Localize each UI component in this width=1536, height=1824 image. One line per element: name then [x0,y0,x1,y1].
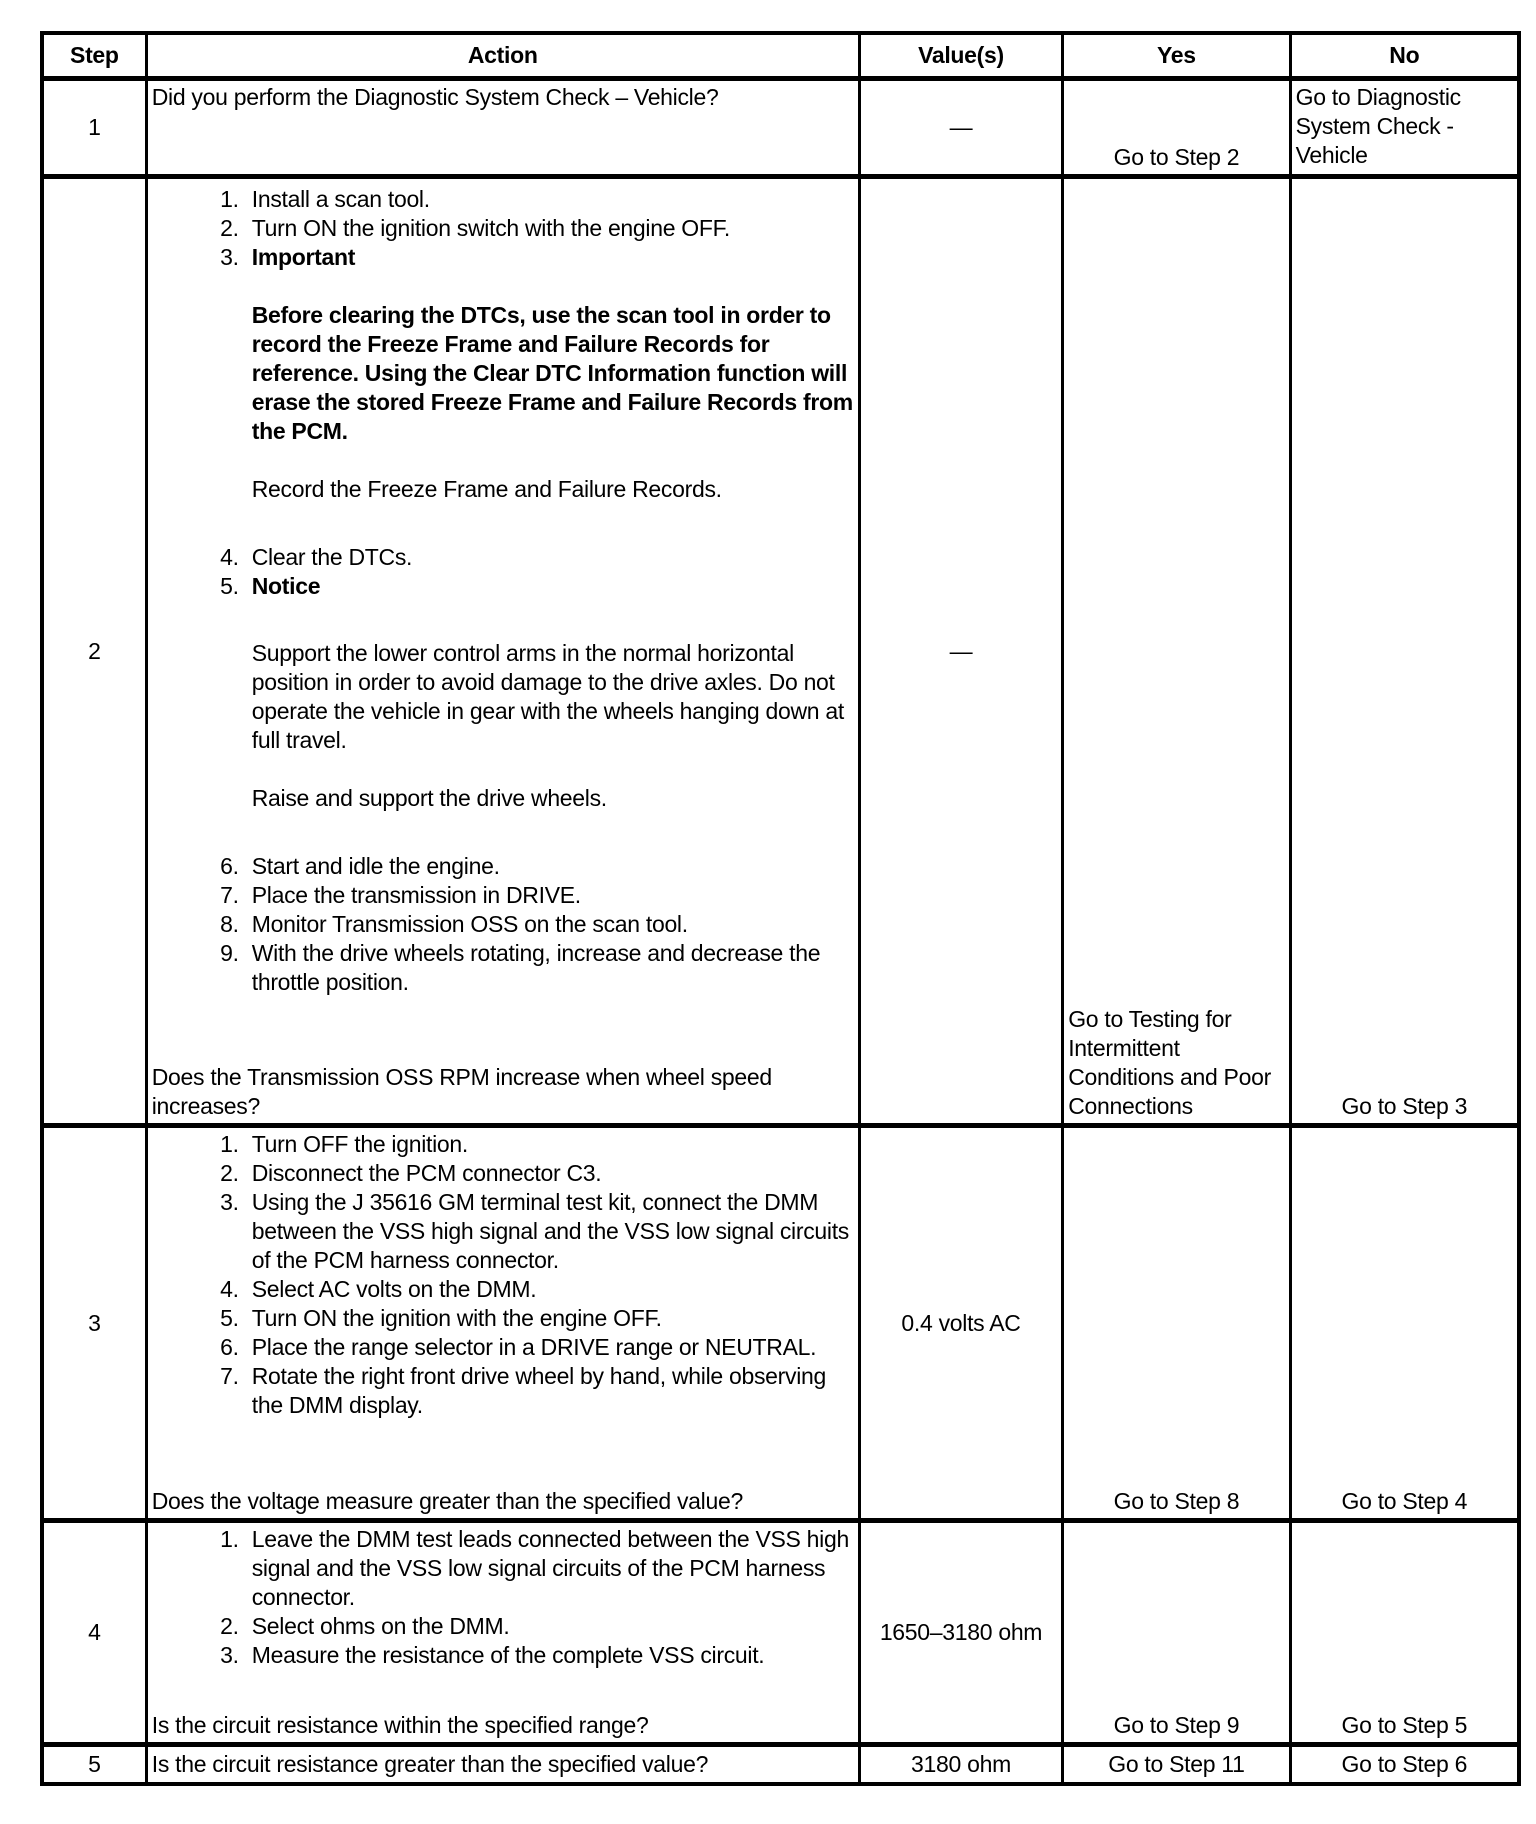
list-item [152,543,854,572]
instruction-text: Record the Freeze Frame and Failure Records. [251,476,722,502]
step-number: 2 [88,637,101,664]
item-text: Leave the DMM test leads connected between the VSS high signal and the VSS low signal circuits of the PCM harness connector. [251,1526,849,1610]
value-cell: — [858,179,1061,1123]
list-item [152,185,854,214]
question: Does the voltage measure greater than the specified value? [151,1488,743,1514]
list-item [152,910,854,939]
item-number: 5. [220,1305,239,1331]
header-values: Value(s) [858,35,1061,76]
item-number: 1. [220,1526,239,1552]
list-item [152,1130,854,1159]
step-number: 5 [88,1751,101,1777]
no-link[interactable]: Go to Step 4 [1289,1128,1517,1518]
item-text: Monitor Transmission OSS on the scan tool. [251,911,688,937]
item-number: 5. [220,573,239,599]
yes-link[interactable]: Go to Step 8 [1061,1128,1288,1518]
yes-link[interactable]: Go to Step 11 [1061,1747,1288,1782]
item-number: 4. [220,544,239,570]
item-text: Rotate the right front drive wheel by hand, while observing the DMM display. [251,1363,826,1418]
table-row [44,1518,1517,1742]
value-cell: — [858,81,1061,174]
table-row [44,76,1517,174]
list-item [152,1159,854,1188]
no-link[interactable]: Go to Diagnostic System Check - Vehicle [1289,81,1517,174]
list-item [152,939,854,997]
list-item [152,214,854,243]
item-text: Notice [251,573,321,599]
header-action: Action [145,35,858,76]
item-text: Turn ON the ignition switch with the engine OFF. [251,215,730,241]
item-text: Start and idle the engine. [251,853,500,879]
item-number: 2. [220,1613,239,1639]
no-link[interactable]: Go to Step 3 [1289,179,1517,1123]
list-item [152,1612,854,1641]
item-text: Select AC volts on the DMM. [251,1276,537,1302]
list-item [152,1333,854,1362]
item-number: 8. [220,911,239,937]
table-row [44,174,1517,1123]
list-item [152,1362,854,1420]
item-text: Place the transmission in DRIVE. [251,882,581,908]
header-step: Step [70,42,119,68]
list-item [152,572,854,601]
list-item [152,1304,854,1333]
action-cell [145,81,858,174]
question: Did you perform the Diagnostic System Check – Vehicle? [151,84,719,110]
list-item [152,1188,854,1275]
item-number: 3. [220,1642,239,1668]
item-number: 4. [220,1276,239,1302]
step-number: 4 [88,1619,101,1645]
item-number: 1. [220,186,239,212]
item-text: With the drive wheels rotating, increase and decrease the throttle position. [251,940,821,995]
item-text: Place the range selector in a DRIVE range or NEUTRAL. [251,1334,817,1360]
item-number: 1. [220,1131,239,1157]
table-row [44,1742,1517,1782]
question: Is the circuit resistance within the specified range? [151,1712,649,1738]
item-text: Measure the resistance of the complete VSS circuit. [251,1642,765,1668]
item-text: Clear the DTCs. [251,544,413,570]
item-text: Select ohms on the DMM. [251,1613,510,1639]
value-cell: 1650–3180 ohm [858,1523,1061,1742]
item-number: 6. [220,1334,239,1360]
no-link[interactable]: Go to Step 6 [1289,1747,1517,1782]
yes-link[interactable]: Go to Step 9 [1061,1523,1288,1742]
action-cell [145,1523,858,1742]
item-number: 2. [220,215,239,241]
item-text: Turn ON the ignition with the engine OFF. [251,1305,662,1331]
list-item [152,1641,854,1670]
item-text: Using the J 35616 GM terminal test kit, connect the DMM between the VSS high signal and the VSS low signal circuits of the PCM harness connector. [251,1189,850,1273]
list-item [152,852,854,881]
step-number: 1 [88,114,101,140]
question: Does the Transmission OSS RPM increase when wheel speed increases? [151,1064,772,1119]
list-item [152,243,854,272]
item-number: 6. [220,853,239,879]
item-number: 2. [220,1160,239,1186]
item-text: Important [251,244,356,270]
no-link[interactable]: Go to Step 5 [1289,1523,1517,1742]
diagnostic-table [40,31,1521,1786]
table-row [44,1123,1517,1518]
action-cell [145,179,858,1123]
list-item [152,1525,854,1612]
notice-text: Support the lower control arms in the normal horizontal position in order to avoid damage to the drive axles. Do not operate the vehicle in gear with the wheels hanging down at full travel. [251,640,844,753]
list-item [152,881,854,910]
item-text: Turn OFF the ignition. [251,1131,468,1157]
value-cell: 0.4 volts AC [858,1128,1061,1518]
action-cell [145,1128,858,1518]
table-header [44,35,1517,76]
item-text: Install a scan tool. [251,186,430,212]
header-no: No [1289,35,1517,76]
item-number: 3. [220,244,239,270]
step-number: 3 [88,1309,101,1336]
list-item [152,1275,854,1304]
item-number: 9. [220,940,239,966]
yes-link[interactable]: Go to Testing for Intermittent Conditions and Poor Connections [1061,179,1288,1123]
question: Is the circuit resistance greater than the specified value? [151,1751,709,1777]
important-text: Before clearing the DTCs, use the scan tool in order to record the Freeze Frame and Failure Records for reference. Using the Clear DTC Information function will erase the stored Freeze Frame and Failure Records from the PCM. [251,302,853,444]
item-number: 7. [220,882,239,908]
yes-link[interactable]: Go to Step 2 [1061,81,1288,174]
item-number: 7. [220,1363,239,1389]
item-number: 3. [220,1189,239,1215]
action-cell [145,1747,858,1782]
instruction-text: Raise and support the drive wheels. [251,785,607,811]
header-yes: Yes [1061,35,1288,76]
item-text: Disconnect the PCM connector C3. [251,1160,602,1186]
value-cell: 3180 ohm [858,1747,1061,1782]
